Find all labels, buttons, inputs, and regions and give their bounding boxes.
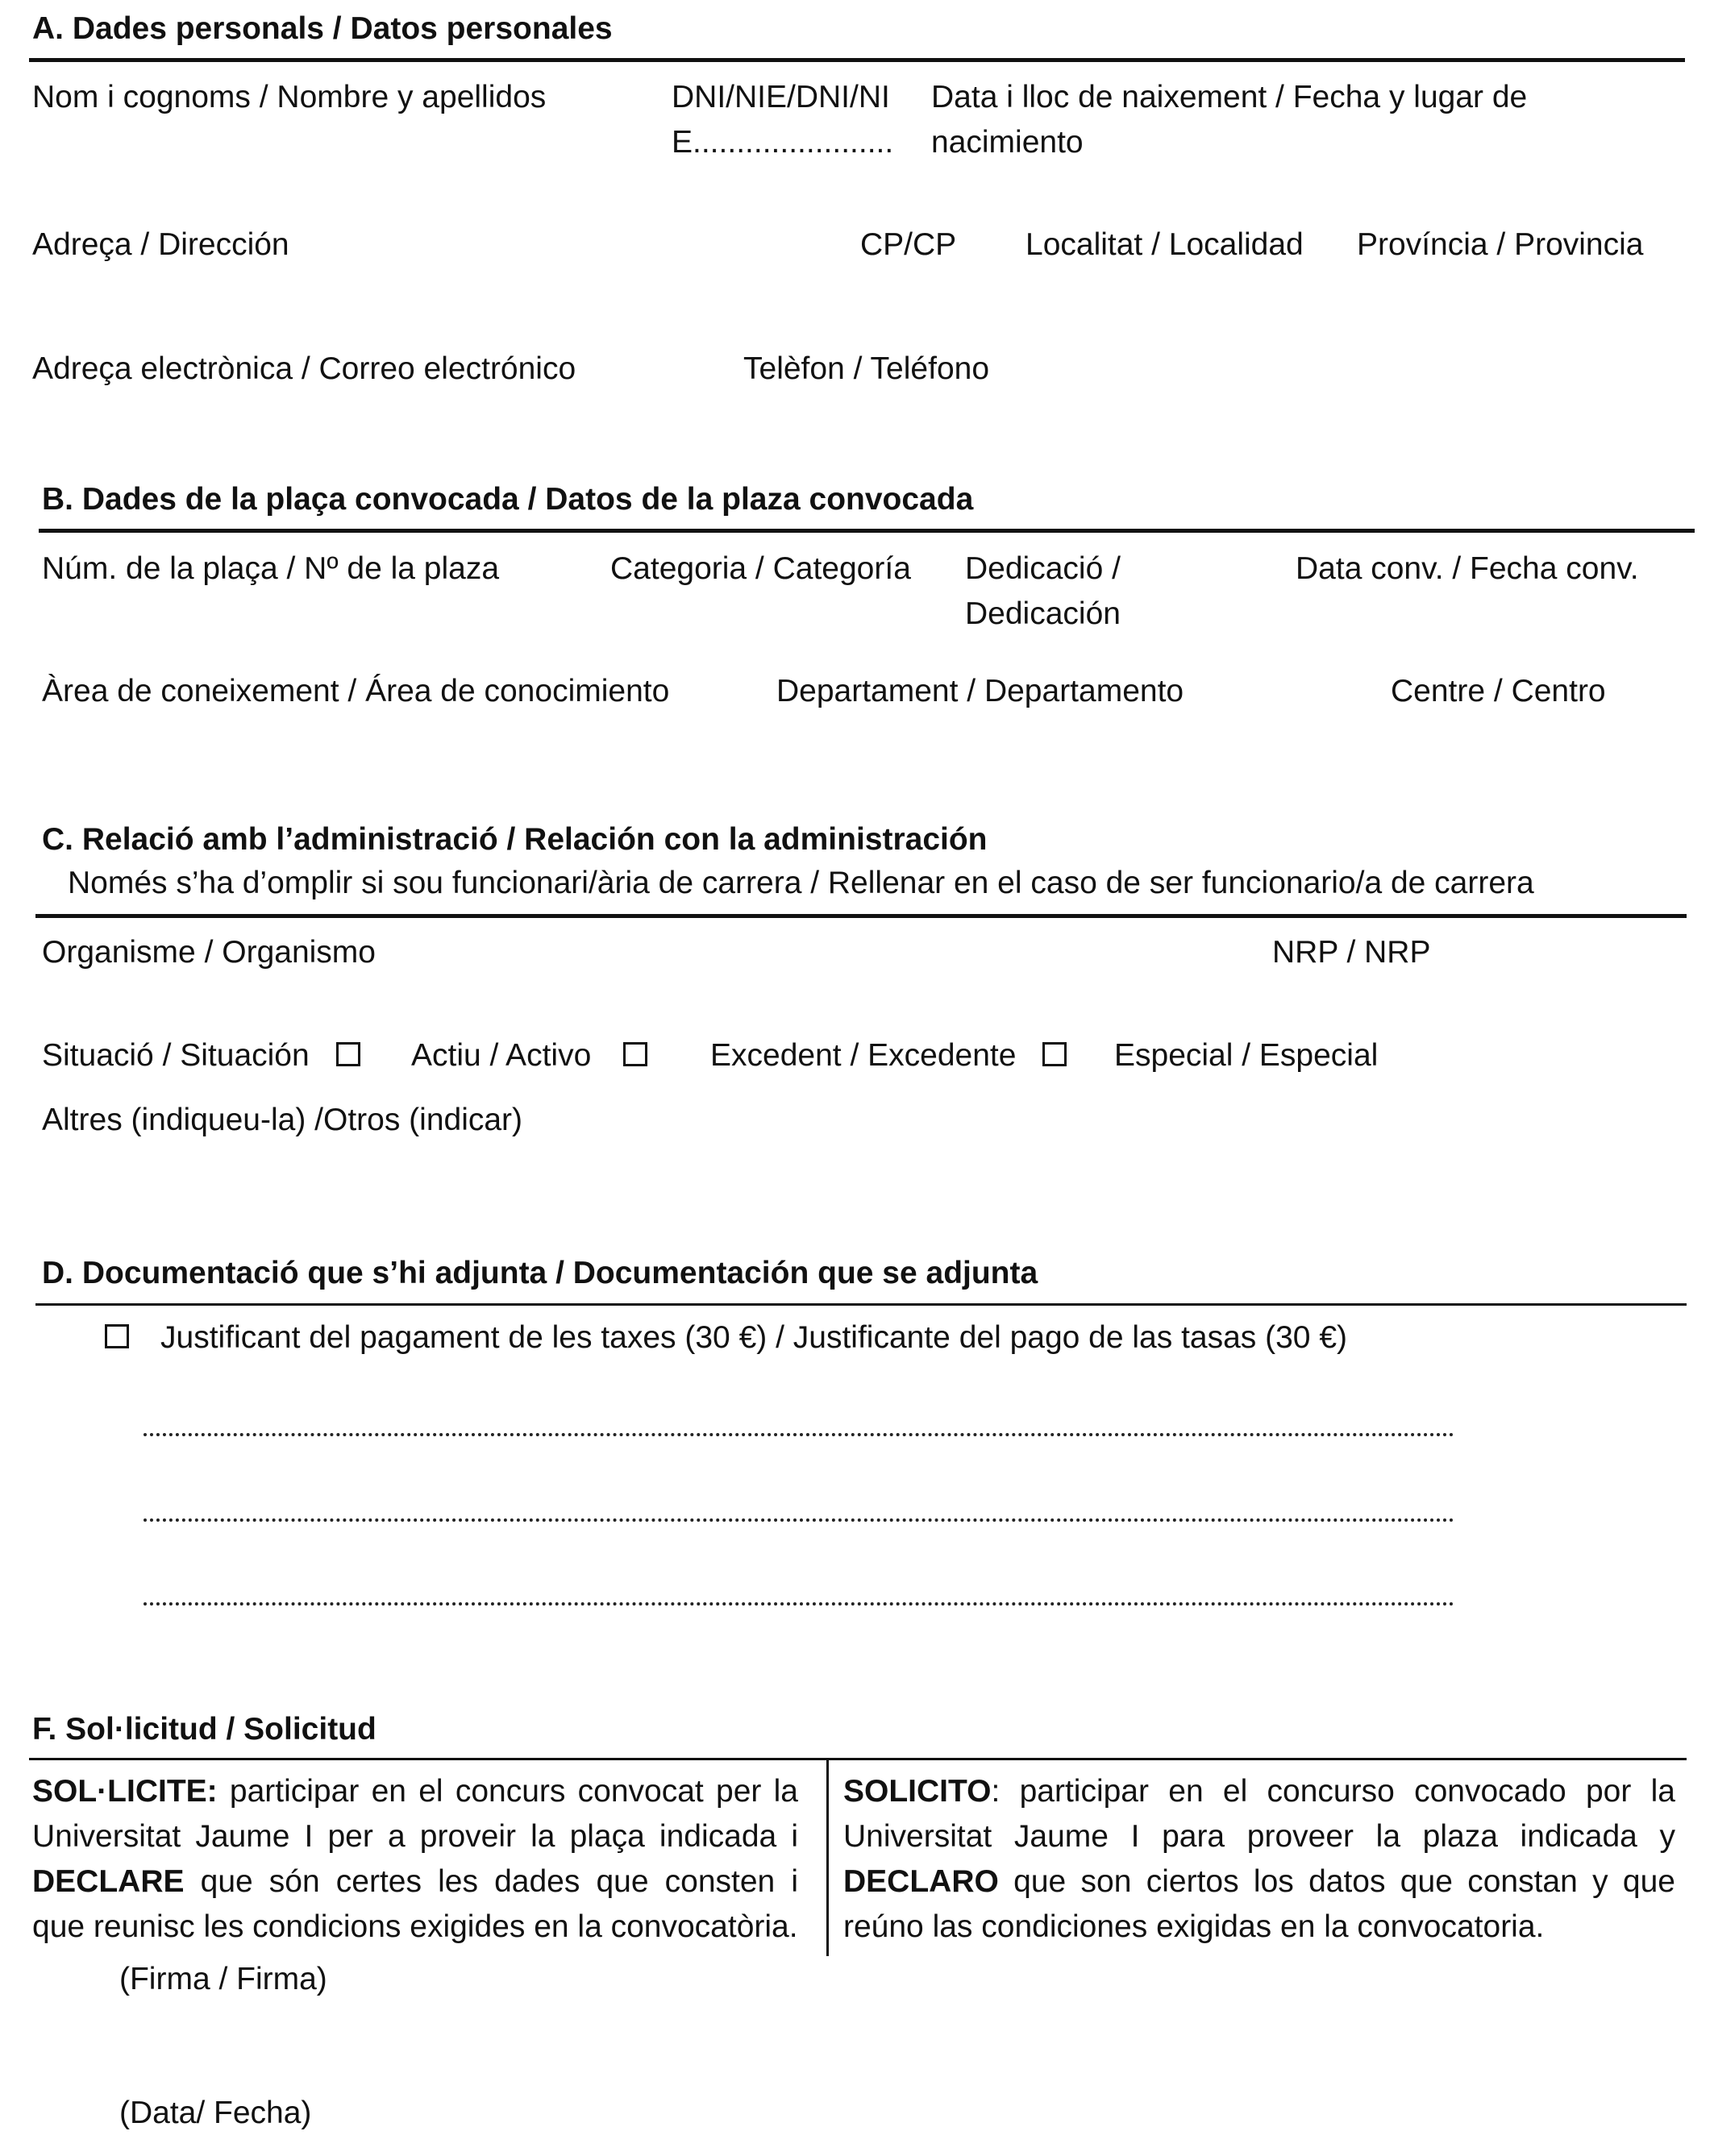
dedication-label-line2: Dedicación (965, 596, 1121, 631)
request-catalan-keyword-2: DECLARE (32, 1864, 185, 1899)
special-label: Especial / Especial (1114, 1038, 1379, 1073)
department-label: Departament / Departamento (776, 674, 1184, 708)
section-f-divider (826, 1758, 829, 1956)
signature-label: (Firma / Firma) (119, 1962, 327, 1996)
category-label: Categoria / Categoría (610, 551, 911, 586)
phone-label: Telèfon / Teléfono (743, 351, 990, 386)
document-line-3[interactable] (144, 1599, 1454, 1606)
document-line-2[interactable] (144, 1515, 1454, 1522)
date-label: (Data/ Fecha) (119, 2096, 312, 2130)
organism-label: Organisme / Organismo (42, 935, 376, 970)
request-spanish-text-1: : participar en el concurso convocado por la Universitat Jaume I para proveer la plaza indicada y (843, 1774, 1675, 1854)
email-label: Adreça electrònica / Correo electrónico (32, 351, 576, 386)
nrp-label: NRP / NRP (1272, 935, 1431, 970)
section-c-subtitle: Només s’ha d’omplir si sou funcionari/ària de carrera / Rellenar en el caso de ser funcionario/a de carrera (68, 866, 1534, 900)
dni-label-line1: DNI/NIE/DNI/NI (672, 80, 890, 114)
locality-label: Localitat / Localidad (1025, 227, 1304, 262)
address-label: Adreça / Dirección (32, 227, 289, 262)
section-b-rule (39, 529, 1695, 533)
name-label: Nom i cognoms / Nombre y apellidos (32, 80, 547, 114)
section-b-title: B. Dades de la plaça convocada / Datos de la plaza convocada (42, 482, 974, 517)
request-spanish-keyword-1: SOLICITO (843, 1774, 992, 1809)
section-a-title: A. Dades personals / Datos personales (32, 11, 613, 46)
excedent-label: Excedent / Excedente (710, 1038, 1017, 1073)
birth-label-line1: Data i lloc de naixement / Fecha y lugar de (931, 80, 1528, 114)
section-d-title: D. Documentació que s’hi adjunta / Documentación que se adjunta (42, 1256, 1038, 1290)
dni-label-line2: E....................... (672, 125, 894, 160)
request-catalan (32, 1769, 798, 1950)
active-checkbox[interactable] (623, 1042, 647, 1066)
active-label: Actiu / Activo (411, 1038, 592, 1073)
fee-label: Justificant del pagament de les taxes (30 €) / Justificante del pago de las tasas (30 €) (160, 1320, 1348, 1355)
request-catalan-text-2: que són certes les dades que consten i que reunisc les condicions exigides en la convocatòria. (32, 1864, 798, 1944)
birth-label-line2: nacimiento (931, 125, 1084, 160)
dedication-label-line1: Dedicació / (965, 551, 1121, 586)
centre-label: Centre / Centro (1391, 674, 1606, 708)
section-f-rule (29, 1758, 1687, 1760)
area-label: Àrea de coneixement / Área de conocimiento (42, 674, 670, 708)
others-label: Altres (indiqueu-la) /Otros (indicar) (42, 1103, 523, 1137)
cp-label: CP/CP (860, 227, 957, 262)
request-catalan-text-1: participar en el concurs convocat per la Universitat Jaume I per a proveir la plaça indicada i (32, 1774, 798, 1854)
province-label: Província / Provincia (1357, 227, 1644, 262)
request-spanish (843, 1769, 1675, 1950)
request-spanish-keyword-2: DECLARO (843, 1864, 999, 1899)
situation-checkbox[interactable] (336, 1042, 360, 1066)
section-c-title: C. Relació amb l’administració / Relación con la administración (42, 822, 988, 857)
section-d-rule (35, 1303, 1687, 1306)
request-spanish-text-2: que son ciertos los datos que constan y que reúno las condiciones exigidas en la convocatoria. (843, 1864, 1675, 1944)
section-c-rule (35, 914, 1687, 918)
situation-label: Situació / Situación (42, 1038, 310, 1073)
section-a-rule (29, 58, 1685, 62)
section-f-title: F. Sol·licitud / Solicitud (32, 1712, 376, 1747)
place-number-label: Núm. de la plaça / Nº de la plaza (42, 551, 500, 586)
fee-checkbox[interactable] (105, 1324, 129, 1348)
document-line-1[interactable] (144, 1430, 1454, 1436)
excedent-checkbox[interactable] (1042, 1042, 1067, 1066)
request-catalan-keyword-1: SOL·LICITE: (32, 1774, 218, 1809)
conv-date-label: Data conv. / Fecha conv. (1296, 551, 1639, 586)
